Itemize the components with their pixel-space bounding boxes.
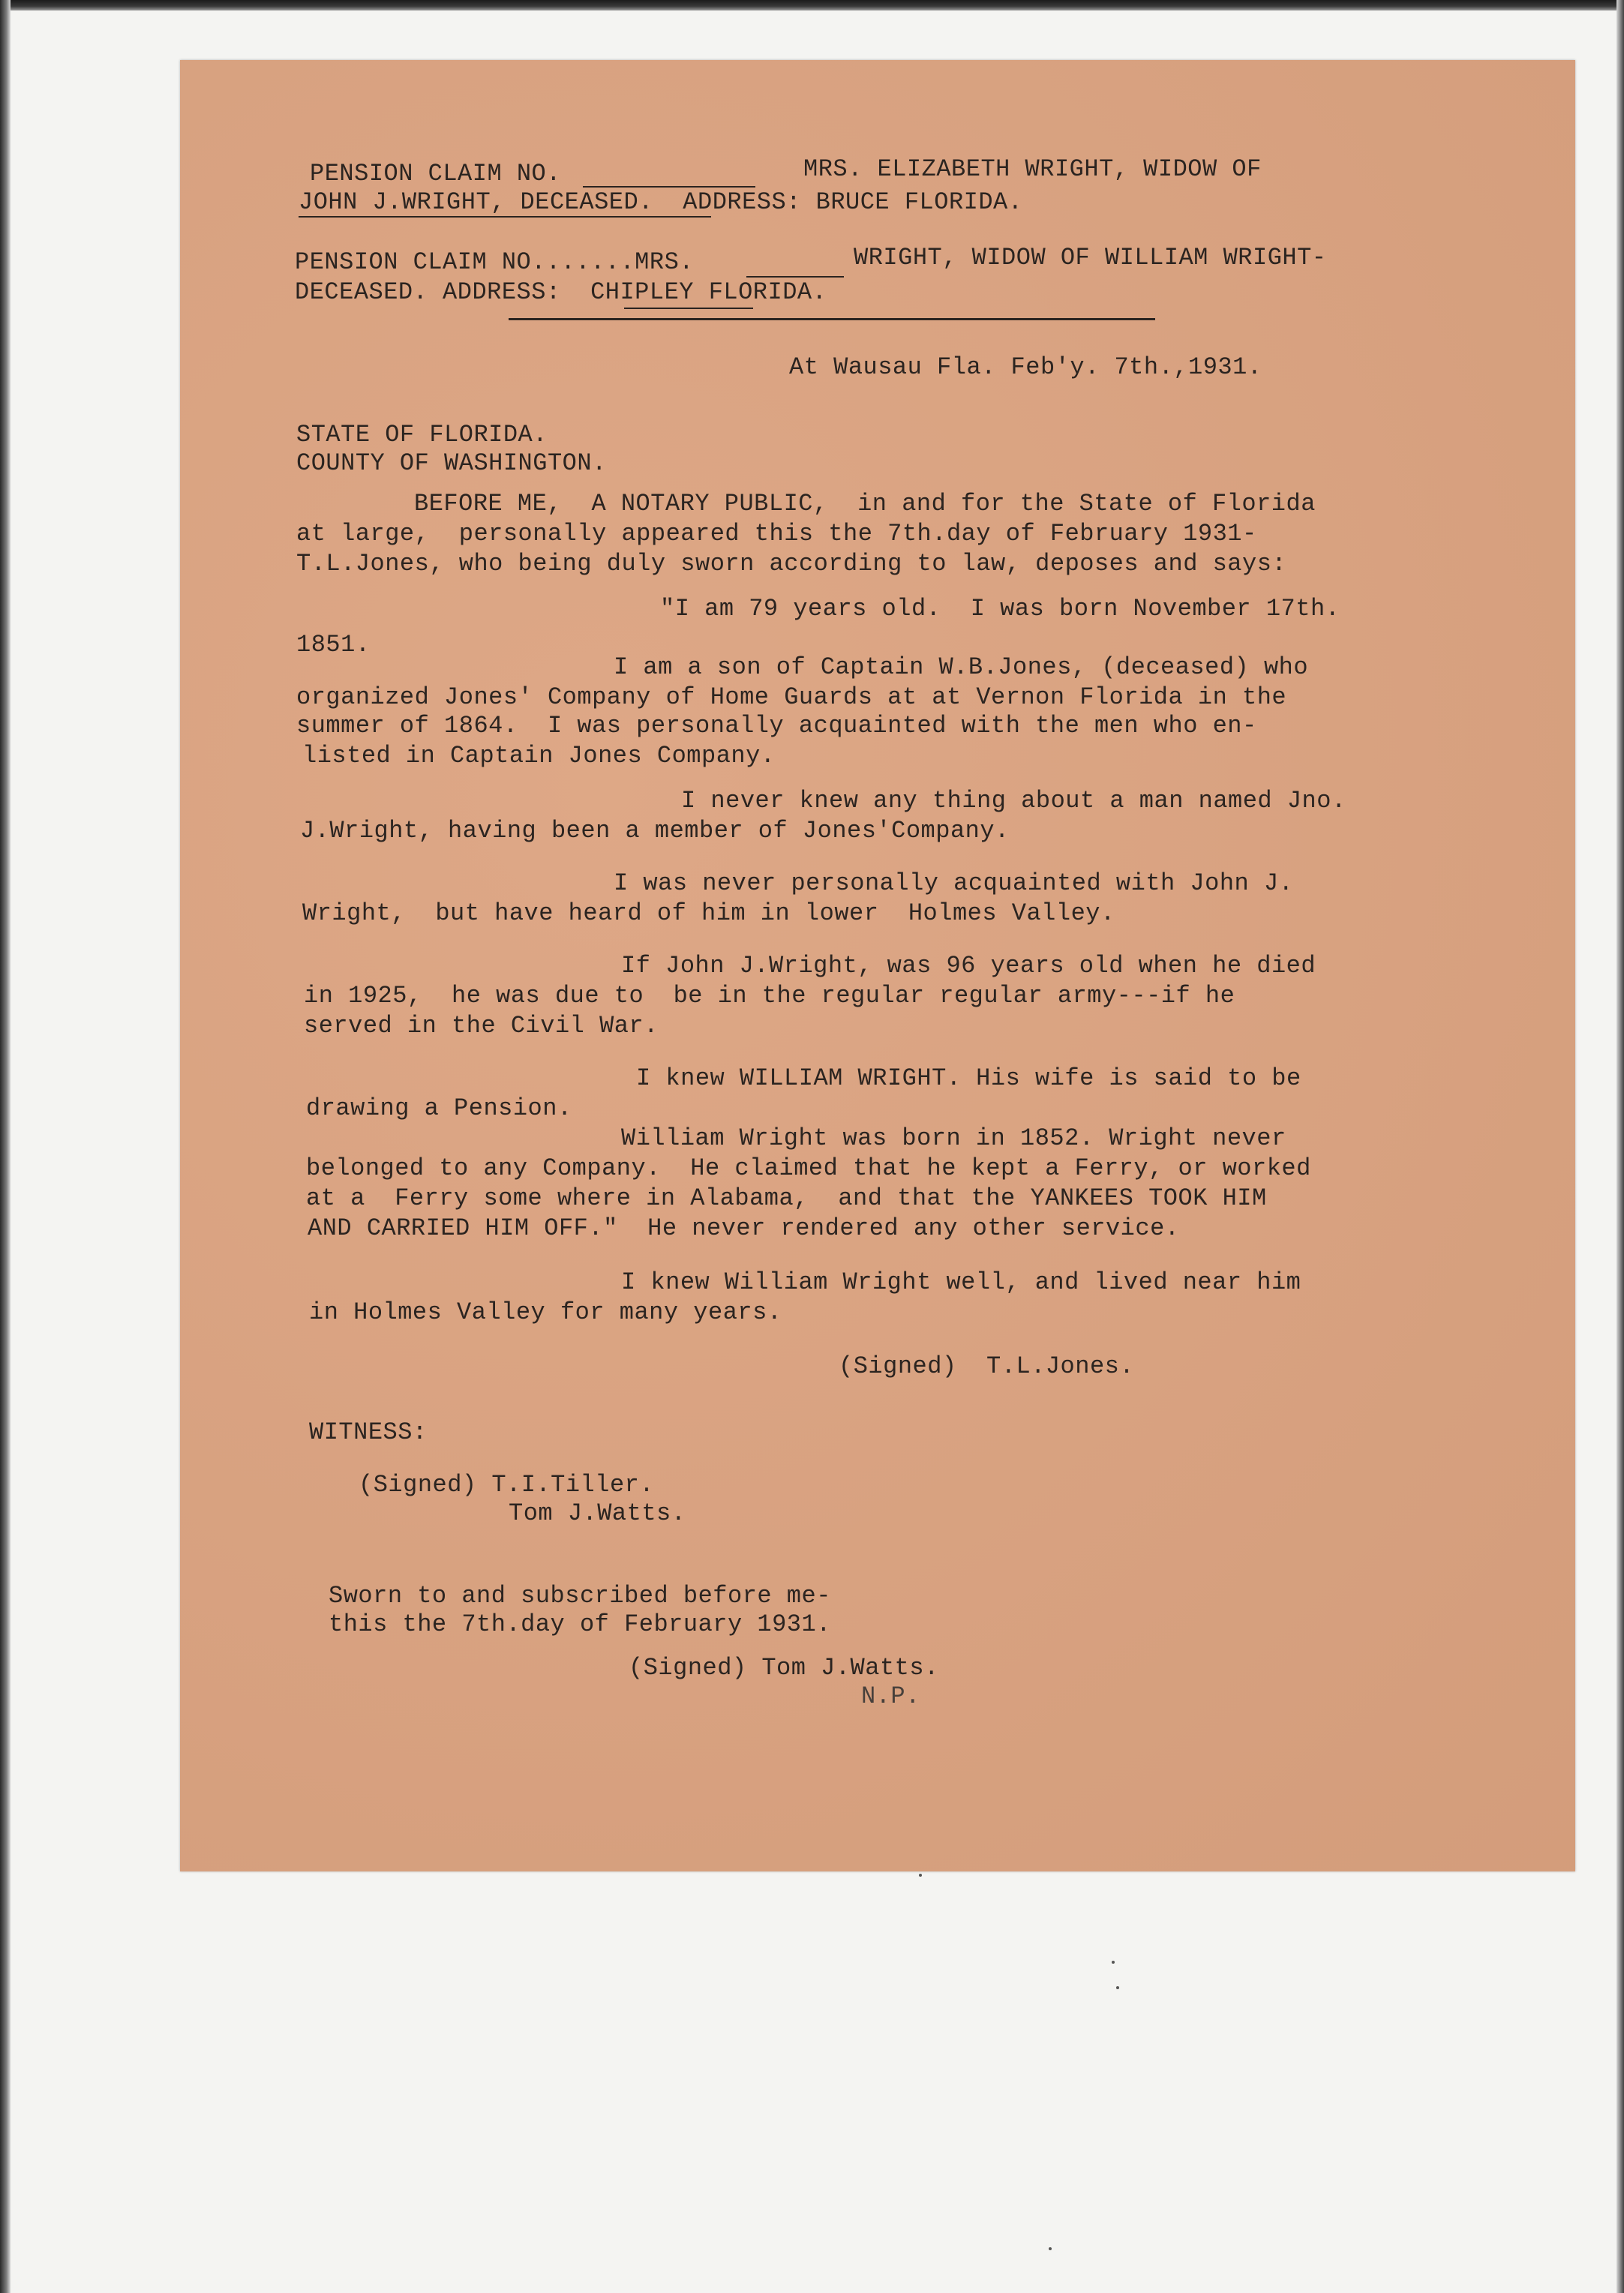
statement-ferry-line-3: at a Ferry some where in Alabama, and that the YANKEES TOOK HIM <box>306 1184 1267 1212</box>
claim-2-underline <box>624 308 753 309</box>
statement-acquaintance-line-1: I was never personally acquainted with John J. <box>614 869 1294 897</box>
statement-army-line-3: served in the Civil War. <box>304 1012 659 1040</box>
statement-company-line-2: summer of 1864. I was personally acquainted with the men who en- <box>296 712 1257 740</box>
statement-jno-line-2: J.Wright, having been a member of Jones'Company. <box>300 817 1010 845</box>
statement-army-line-2: in 1925, he was due to be in the regular regular army---if he <box>304 982 1235 1010</box>
venue-state: STATE OF FLORIDA. <box>296 421 548 449</box>
intro-line-2: at large, personally appeared this the 7th.day of February 1931- <box>296 520 1257 548</box>
statement-pension-line-2: drawing a Pension. <box>306 1094 572 1122</box>
intro-line-3: T.L.Jones, who being duly sworn according to law, deposes and says: <box>296 550 1287 578</box>
claim-1-address-line: JOHN J.WRIGHT, DECEASED. ADDRESS: BRUCE FLORIDA. <box>299 188 1023 216</box>
claim-2-claimant: WRIGHT, WIDOW OF WILLIAM WRIGHT- <box>854 244 1327 272</box>
claim-1-number-label: PENSION CLAIM NO. <box>310 160 561 188</box>
scan-speck <box>919 1874 922 1877</box>
statement-acquaintance-line-2: Wright, but have heard of him in lower Holmes Valley. <box>302 899 1115 927</box>
statement-army-line-1: If John J.Wright, was 96 years old when he died <box>621 952 1316 980</box>
witness-2: Tom J.Watts. <box>509 1499 686 1527</box>
statement-ferry-line-1: William Wright was born in 1852. Wright never <box>621 1124 1286 1152</box>
claim-2-address-line: DECEASED. ADDRESS: CHIPLEY FLORIDA. <box>295 278 827 306</box>
statement-birth-year: 1851. <box>296 631 371 659</box>
statement-pension-line-1: I knew WILLIAM WRIGHT. His wife is said to be <box>636 1064 1301 1092</box>
jurat-line-2: this the 7th.day of February 1931. <box>329 1610 831 1638</box>
notary-signature: (Signed) Tom J.Watts. <box>629 1654 939 1682</box>
scanner-edge-top <box>0 0 1624 11</box>
statement-neighbor-line-2: in Holmes Valley for many years. <box>309 1298 782 1326</box>
witness-1: (Signed) T.I.Tiller. <box>359 1471 655 1499</box>
scan-speck <box>1116 1986 1119 1989</box>
affiant-signature: (Signed) T.L.Jones. <box>839 1352 1135 1380</box>
claim-2-number-label: PENSION CLAIM NO.......MRS. <box>295 248 694 276</box>
claim-1-claimant: MRS. ELIZABETH WRIGHT, WIDOW OF <box>803 155 1262 183</box>
place-and-date: At Wausau Fla. Feb'y. 7th.,1931. <box>789 353 1262 381</box>
witness-label: WITNESS: <box>309 1418 428 1446</box>
notary-title: N.P. <box>861 1682 920 1710</box>
statement-company-line-3: listed in Captain Jones Company. <box>302 742 776 770</box>
scanner-edge-right <box>1616 0 1624 2293</box>
header-divider <box>509 318 1155 320</box>
scan-speck <box>1112 1961 1115 1964</box>
statement-jno-line-1: I never knew any thing about a man named Jno. <box>681 787 1346 815</box>
statement-ferry-line-4: AND CARRIED HIM OFF." He never rendered any other service. <box>308 1214 1180 1242</box>
scanner-edge-left <box>0 0 11 2293</box>
affidavit-page <box>180 60 1575 1871</box>
jurat-line-1: Sworn to and subscribed before me- <box>329 1582 831 1610</box>
venue-county: COUNTY OF WASHINGTON. <box>296 449 607 477</box>
statement-parentage-line-1: I am a son of Captain W.B.Jones, (deceased) who <box>614 653 1309 681</box>
statement-neighbor-line-1: I knew William Wright well, and lived near him <box>621 1268 1301 1296</box>
statement-age: "I am 79 years old. I was born November 17th. <box>660 595 1340 623</box>
claim-1-underline <box>299 216 711 218</box>
statement-ferry-line-2: belonged to any Company. He claimed that he kept a Ferry, or worked <box>306 1154 1311 1182</box>
scan-speck <box>1049 2247 1052 2250</box>
statement-company-line-1: organized Jones' Company of Home Guards at at Vernon Florida in the <box>296 683 1287 711</box>
intro-line-1: BEFORE ME, A NOTARY PUBLIC, in and for the State of Florida <box>414 490 1316 518</box>
